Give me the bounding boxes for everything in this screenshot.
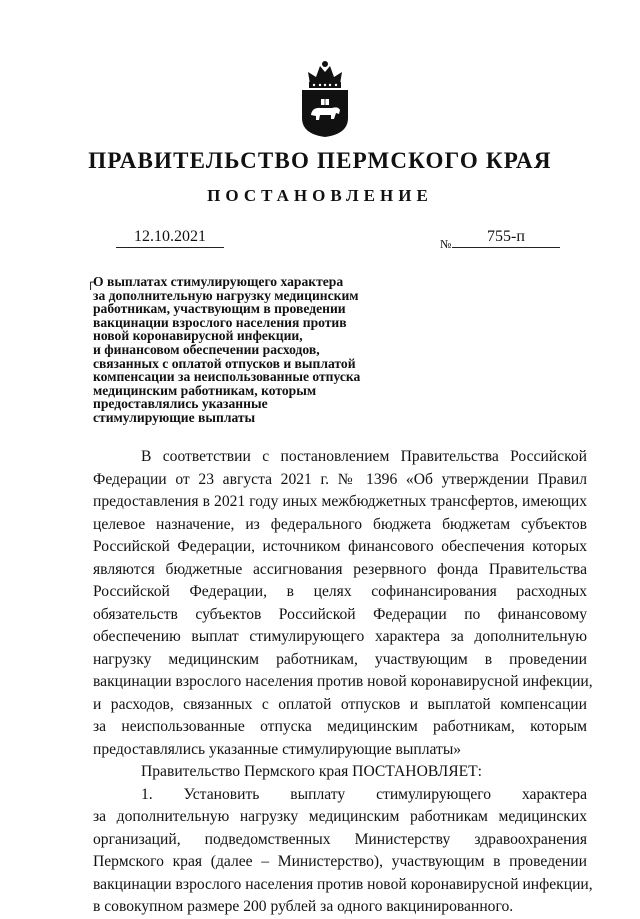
body-line: предоставления в 2021 году иных межбюджетных трансфертов, имеющих — [93, 493, 587, 510]
body-line: Российской Федерации, источником финансового обеспечения которых — [93, 538, 587, 555]
subject-line: новой коронавирусной инфекции, — [93, 328, 303, 344]
subject-line: и финансовом обеспечении расходов, — [93, 341, 320, 357]
document-body — [93, 446, 593, 919]
subject-line: компенсации за неиспользованные отпуска — [93, 369, 361, 385]
body-line: и расходов, связанных с оплатой отпусков и выплатой компенсации — [93, 695, 587, 713]
body-line: Федерации от 23 августа 2021 г. № 1396 «Об утверждении Правил — [93, 470, 587, 488]
clause-line: в совокупном размере 200 рублей за одного вакцинированного. — [93, 898, 514, 915]
subject-line: предоставлялись указанные — [93, 396, 268, 412]
body-line: нагрузку медицинским работникам, участвующим в проведении — [93, 650, 587, 668]
body-line: предоставлялись указанные стимулирующие выплаты» — [93, 740, 462, 758]
clause-line: 1. Установить выплату стимулирующего характера — [141, 785, 587, 803]
clause-line: организаций, подведомственных Министерству здравоохранения — [93, 830, 587, 848]
body-line: целевое назначение, из федерального бюджета бюджетам субъектов — [93, 515, 587, 533]
document-number: 755-п — [452, 228, 560, 248]
resolution-line: Правительство Пермского края ПОСТАНОВЛЯЕТ: — [141, 763, 482, 780]
government-title: ПРАВИТЕЛЬСТВО ПЕРМСКОГО КРАЯ — [88, 148, 552, 173]
subject-bracket-icon: ┌ — [86, 274, 96, 289]
body-line: являются бюджетные ассигнования резервного фонда Правительства — [93, 560, 587, 578]
subject-line: медицинским работникам, которым — [93, 382, 317, 398]
clause-line: за дополнительную нагрузку медицинским работникам медицинских — [93, 808, 587, 825]
subject-line: вакцинации взрослого населения против — [93, 314, 347, 330]
clause-line: Пермского края (далее – Министерство), участвующим в проведении — [93, 853, 587, 870]
clause-line: вакцинации взрослого населения против новой коронавирусной инфекции, — [93, 875, 593, 893]
body-line: за неиспользованные отпуска медицинским работникам, которым — [93, 718, 587, 735]
document-type: ПОСТАНОВЛЕНИЕ — [207, 186, 433, 205]
document-subject — [93, 275, 360, 425]
document-date: 12.10.2021 — [116, 228, 224, 248]
body-line: В соответствии с постановлением Правительства Российской — [141, 448, 587, 465]
subject-line: стимулирующие выплаты — [93, 409, 256, 425]
coat-of-arms-icon — [294, 58, 356, 138]
subject-line: связанных с оплатой отпусков и выплатой — [93, 355, 356, 371]
subject-line: за дополнительную нагрузку медицинским — [93, 287, 359, 303]
number-sign: № — [440, 237, 452, 251]
body-line: вакцинации взрослого населения против новой коронавирусной инфекции, — [93, 673, 593, 690]
subject-line: О выплатах стимулирующего характера — [93, 274, 344, 289]
body-line: Российской Федерации, в целях софинансирования расходных — [93, 583, 587, 600]
body-line: обеспечению выплат стимулирующего характера за дополнительную — [93, 628, 587, 645]
body-line: обязательств субъектов Российской Федерации по финансовому — [93, 605, 587, 623]
subject-line: работникам, участвующим в проведении — [93, 301, 346, 317]
